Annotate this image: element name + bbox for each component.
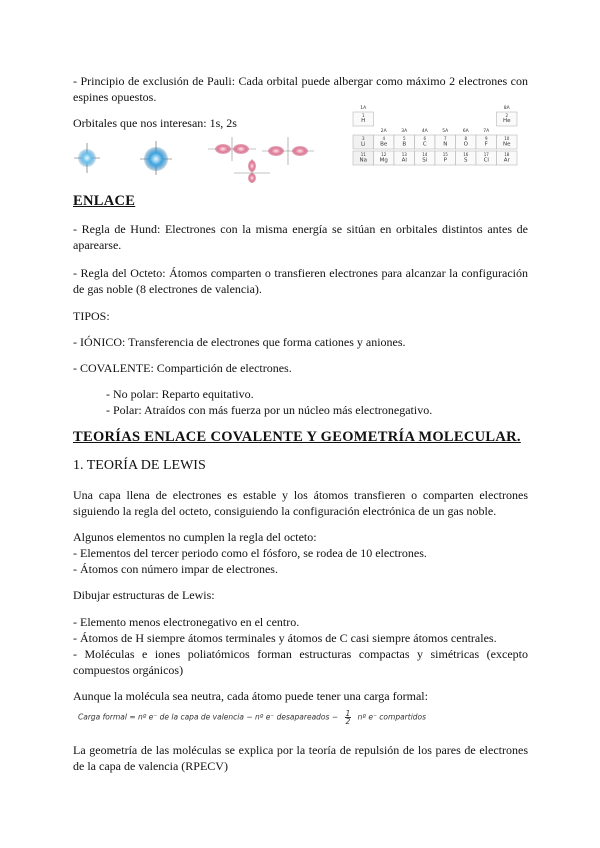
orbital-illustrations xyxy=(70,133,335,183)
element-symbol: O xyxy=(463,141,468,148)
atomic-number: 17 xyxy=(483,152,489,157)
atomic-number: 6 xyxy=(423,136,427,141)
element-symbol: Si xyxy=(422,157,428,164)
element-symbol: Ar xyxy=(503,157,510,164)
atomic-number: 12 xyxy=(381,152,387,157)
element-symbol: F xyxy=(484,141,488,148)
octet-exceptions-intro: Algunos elementos no cumplen la regla del octeto: xyxy=(73,530,317,544)
element-symbol: Ne xyxy=(503,141,511,148)
group-label: 3A xyxy=(401,129,408,134)
orbital-py xyxy=(262,137,314,165)
element-symbol: Be xyxy=(380,141,388,148)
group-label: 5A xyxy=(442,129,449,134)
ionic-bond: - IÓNICO: Transferencia de electrones que forma cationes y aniones. xyxy=(73,335,406,349)
atomic-number: 15 xyxy=(442,152,448,157)
lewis-stable-shell: Una capa llena de electrones es estable y los átomos transfieren o comparten electrones siguiendo la regla del octeto, consiguiendo la configuración electrónica de un gas noble. xyxy=(73,488,528,518)
atomic-number: 10 xyxy=(504,136,510,141)
element-symbol: C xyxy=(422,141,427,148)
polar-bond: - Polar: Atraídos con más fuerza por un núcleo más electronegativo. xyxy=(106,403,433,417)
atomic-number: 18 xyxy=(504,152,510,157)
group-label: 4A xyxy=(421,129,428,134)
formal-charge-formula xyxy=(78,710,426,725)
atomic-number: 14 xyxy=(422,152,428,157)
orbital-1s xyxy=(74,143,100,173)
lewis-drawing-intro: Dibujar estructuras de Lewis: xyxy=(73,588,215,602)
group-label: 7A xyxy=(483,129,490,134)
atomic-number: 2 xyxy=(505,113,509,118)
pauli-principle: - Principio de exclusión de Pauli: Cada orbital puede albergar como máximo 2 electrones con espines opuestos. xyxy=(73,74,528,104)
hund-rule: - Regla de Hund: Electrones con la misma energía se sitúan en orbitales distintos antes de aparearse. xyxy=(73,222,528,252)
element-symbol: B xyxy=(402,141,407,148)
lewis-rule-h-c: - Átomos de H siempre átomos terminales y átomos de C casi siempre átomos centrales. xyxy=(73,631,497,645)
periodic-table-image xyxy=(343,104,529,174)
atomic-number: 8 xyxy=(464,136,468,141)
atomic-number: 7 xyxy=(443,136,447,141)
lewis-rule-center: - Elemento menos electronegativo en el centro. xyxy=(73,615,300,629)
element-symbol: S xyxy=(464,157,468,164)
atomic-number: 1 xyxy=(361,113,365,118)
octet-exception-odd: - Átomos con número impar de electrones. xyxy=(73,562,278,576)
element-symbol: Al xyxy=(401,157,407,164)
orbitals-intro: Orbitales que nos interesan: 1s, 2s xyxy=(73,116,237,130)
element-symbol: N xyxy=(443,141,448,148)
group-label: 2A xyxy=(380,129,387,134)
formal-charge-intro: Aunque la molécula sea neutra, cada átomo puede tener una carga formal: xyxy=(73,689,428,703)
group-label: 6A xyxy=(462,129,469,134)
formula-left: Carga formal = nº e⁻ de la capa de valencia − nº e⁻ desapareados − xyxy=(78,712,339,722)
element-symbol: Cl xyxy=(483,157,489,164)
group-label: 8A xyxy=(503,106,510,111)
atomic-number: 3 xyxy=(361,136,365,141)
formula-right: nº e⁻ compartidos xyxy=(357,712,427,722)
element-symbol: Mg xyxy=(379,157,388,164)
orbital-pz xyxy=(234,159,270,183)
atomic-number: 11 xyxy=(360,152,366,157)
element-symbol: Li xyxy=(360,141,366,148)
octet-exception-third-period: - Elementos del tercer periodo como el fósforo, se rodea de 10 electrones. xyxy=(73,546,427,560)
orbital-px xyxy=(208,137,256,161)
atomic-number: 13 xyxy=(401,152,407,157)
element-symbol: H xyxy=(361,118,366,124)
octet-rule: - Regla del Octeto: Átomos comparten o transfieren electrones para alcanzar la configuración de gas noble (8 electrones de valencia). xyxy=(73,266,528,296)
atomic-number: 16 xyxy=(463,152,469,157)
atomic-number: 4 xyxy=(382,136,386,141)
orbital-2s xyxy=(140,141,172,175)
group-label: 1A xyxy=(360,106,367,111)
atomic-number: 9 xyxy=(484,136,488,141)
element-symbol: He xyxy=(502,118,511,124)
element-symbol: Na xyxy=(359,157,367,164)
section-heading-teorias: TEORÍAS ENLACE COVALENTE Y GEOMETRÍA MOLECULAR. xyxy=(73,429,521,445)
lewis-heading: 1. TEORÍA DE LEWIS xyxy=(73,458,206,473)
atomic-number: 5 xyxy=(402,136,406,141)
lewis-rule-molecules: - Moléculas e iones poliatómicos forman estructuras compactas y simétricas (excepto compuestos orgánicos) xyxy=(73,647,528,677)
formula-fraction: $\frac{1}{2}$ xyxy=(345,709,351,726)
covalent-bond: - COVALENTE: Compartición de electrones. xyxy=(73,361,292,375)
tipos-label: TIPOS: xyxy=(73,309,110,323)
section-heading-enlace: ENLACE xyxy=(73,193,136,209)
element-symbol: P xyxy=(443,157,447,164)
rpecv-text: La geometría de las moléculas se explica por la teoría de repulsión de los pares de electrones de la capa de valencia (RPECV) xyxy=(73,743,528,773)
nonpolar-bond: - No polar: Reparto equitativo. xyxy=(106,387,254,401)
